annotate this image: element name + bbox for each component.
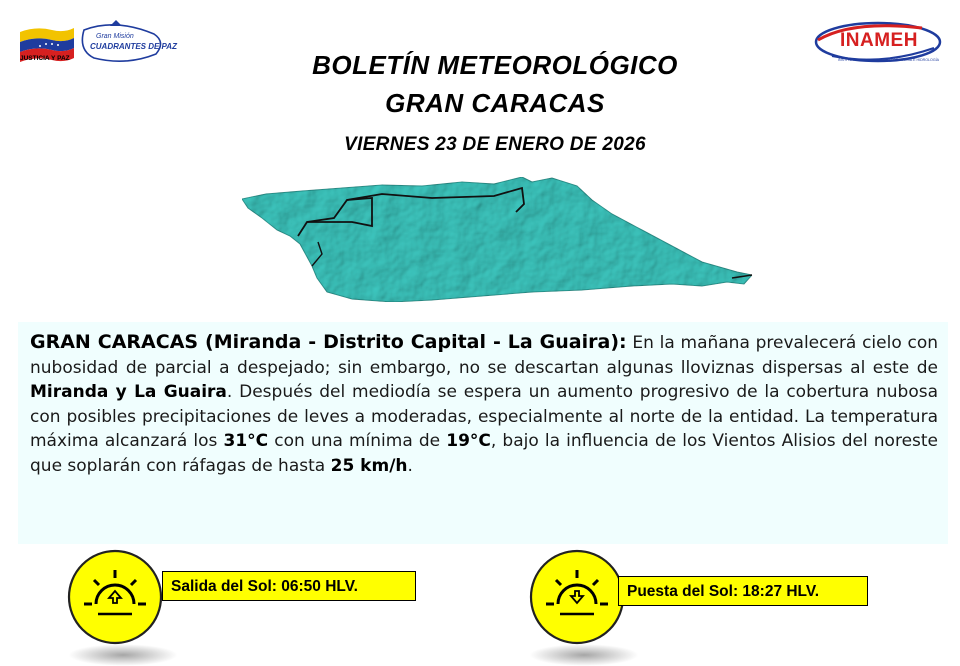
inameh-name: INAMEH bbox=[840, 30, 918, 51]
forecast-tmin: 19°C bbox=[446, 431, 491, 452]
bulletin-date: VIERNES 23 DE ENERO DE 2026 bbox=[344, 134, 646, 155]
region-map bbox=[232, 174, 760, 310]
forecast-tmax: 31°C bbox=[223, 431, 269, 452]
forecast-text bbox=[18, 322, 948, 544]
sunrise-shadow bbox=[68, 644, 178, 666]
forecast-part3: con una mínima de bbox=[268, 431, 447, 452]
forecast-part2: . Después del mediodía se espera un aumento progresivo de la cobertura nubosa con posibles precipitaciones de leves a moderadas, especialmente al norte de la entidad. La temperatura máxima alcanzará los bbox=[30, 382, 938, 452]
forecast-part1: En la mañana prevalecerá cielo con nubosidad de parcial a despejado; sin embargo, no se descartan algunas lloviznas dispersas al este de bbox=[30, 333, 939, 378]
forecast-part5: . bbox=[407, 455, 413, 476]
sunrise-icon bbox=[66, 548, 164, 646]
region-map-icon bbox=[232, 174, 760, 310]
forecast-lead: GRAN CARACAS (Miranda - Distrito Capital - La Guaira): bbox=[30, 331, 627, 353]
sunrise-badge bbox=[66, 548, 164, 646]
bulletin-title: BOLETÍN METEOROLÓGICO bbox=[312, 50, 678, 80]
sunset-icon bbox=[528, 548, 626, 646]
sunrise-label: Salida del Sol: 06:50 HLV. bbox=[162, 571, 416, 601]
justicia-y-paz-caption: JUSTICIA Y PAZ bbox=[20, 55, 70, 62]
forecast-wind: 25 km/h bbox=[330, 455, 408, 476]
sunset-label: Puesta del Sol: 18:27 HLV. bbox=[618, 576, 868, 606]
sunset-badge bbox=[528, 548, 626, 646]
forecast-part4: , bajo la influencia de los Vientos Alisios del noreste que soplarán con ráfagas de hasta bbox=[30, 431, 939, 476]
mission-line2: CUADRANTES DE PAZ bbox=[90, 42, 177, 51]
region-title: GRAN CARACAS bbox=[385, 88, 605, 118]
inameh-caption: INSTITUTO NACIONAL DE METEOROLOGÍA E HIDROLOGÍA bbox=[838, 58, 940, 62]
forecast-states: Miranda y La Guaira bbox=[30, 382, 227, 403]
sunset-shadow bbox=[529, 644, 639, 666]
mission-line1: Gran Misión bbox=[96, 33, 134, 40]
